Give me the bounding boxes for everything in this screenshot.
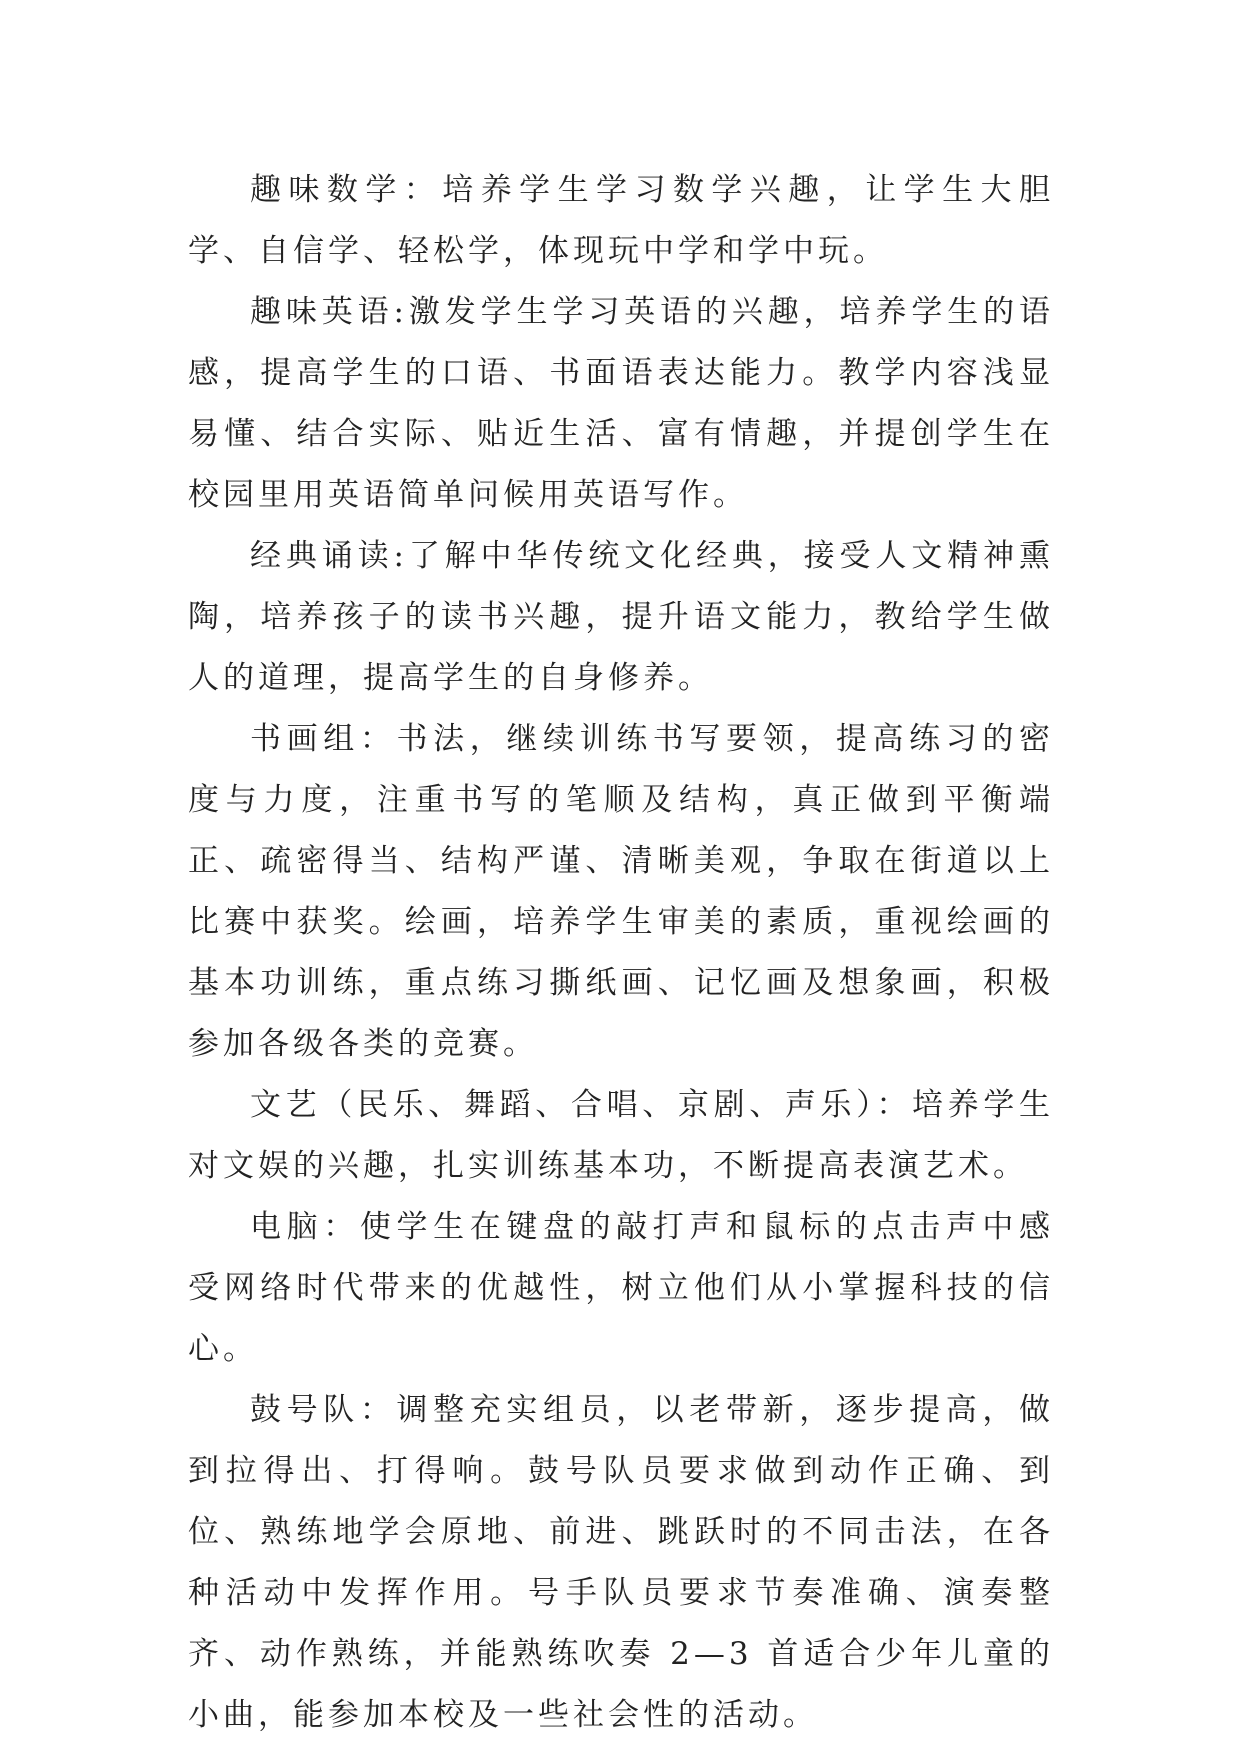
- paragraph-fun-math: 趣味数学：培养学生学习数学兴趣，让学生大胆学、自信学、轻松学，体现玩中学和学中玩。: [188, 172, 1054, 269]
- paragraph-computer: 电脑：使学生在键盘的敲打声和鼠标的点击声中感受网络时代带来的优越性，树立他们从小掌握科技的信心。: [188, 1209, 1054, 1367]
- paragraph-classic-reading: 经典诵读:了解中华传统文化经典，接受人文精神熏陶，培养孩子的读书兴趣，提升语文能力，教给学生做人的道理，提高学生的自身修养。: [188, 538, 1054, 696]
- document-body: [188, 160, 1054, 1746]
- paragraph-fun-english: 趣味英语:激发学生学习英语的兴趣，培养学生的语感，提高学生的口语、书面语表达能力。教学内容浅显易懂、结合实际、贴近生活、富有情趣，并提创学生在校园里用英语简单问候用英语写作。: [188, 294, 1054, 513]
- paragraph-arts: 文艺（民乐、舞蹈、合唱、京剧、声乐）：培养学生对文娱的兴趣，扎实训练基本功，不断提高表演艺术。: [188, 1087, 1054, 1184]
- paragraph-drum-band: 鼓号队：调整充实组员，以老带新，逐步提高，做到拉得出、打得响。鼓号队员要求做到动作正确、到位、熟练地学会原地、前进、跳跃时的不同击法，在各种活动中发挥作用。号手队员要求节奏准确、演奏整齐、动作熟练，并能熟练吹奏 2—3 首适合少年儿童的小曲，能参加本校及一些社会性的活动。: [188, 1392, 1054, 1733]
- paragraph-calligraphy-painting: 书画组：书法，继续训练书写要领，提高练习的密度与力度，注重书写的笔顺及结构，真正做到平衡端正、疏密得当、结构严谨、清晰美观，争取在街道以上比赛中获奖。绘画，培养学生审美的素质，重视绘画的基本功训练，重点练习撕纸画、记忆画及想象画，积极参加各级各类的竞赛。: [188, 721, 1054, 1062]
